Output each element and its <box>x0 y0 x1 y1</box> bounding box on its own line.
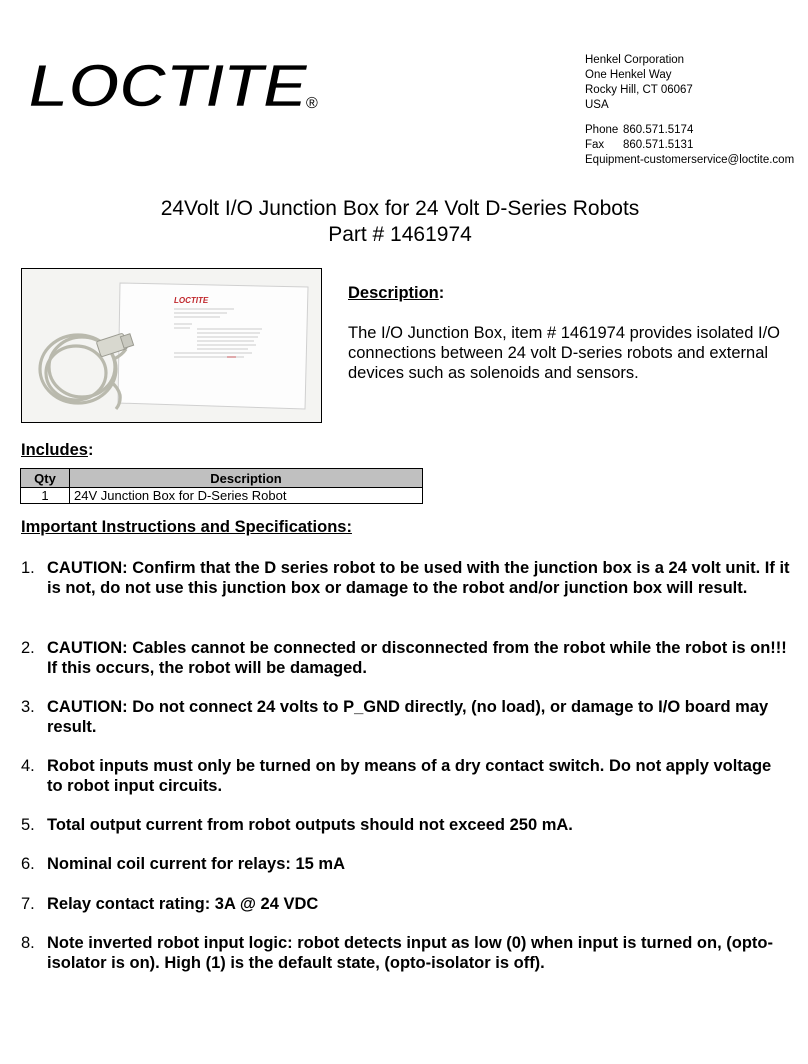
includes-heading: Includes: <box>21 441 94 459</box>
qty-column-header: Qty <box>21 469 70 488</box>
box-logo: LOCTITE <box>174 296 209 305</box>
product-photo <box>21 268 322 423</box>
instruction-item: 3. CAUTION: Do not connect 24 volts to P_GND directly, (no load), or damage to I/O board may result. <box>21 698 769 736</box>
company-address <box>585 53 794 168</box>
description-column-header: Description <box>70 469 423 488</box>
phone-label: Phone <box>585 124 619 136</box>
company-country: USA <box>585 99 609 111</box>
phone-number: 860.571.5174 <box>623 124 694 136</box>
part-number: Part # 1461974 <box>328 223 472 246</box>
company-street: One Henkel Way <box>585 69 672 81</box>
email-address[interactable]: Equipment-customerservice@loctite.com <box>585 154 795 166</box>
instruction-item: 4. Robot inputs must only be turned on by means of a dry contact switch. Do not apply voltage to robot input circuits. <box>21 757 772 795</box>
document-title: 24Volt I/O Junction Box for 24 Volt D-Series Robots <box>160 197 640 220</box>
table-row <box>21 488 423 504</box>
description-heading: Description: <box>348 284 445 302</box>
logo-wordmark: LOCTITE <box>28 52 309 116</box>
includes-table <box>20 468 423 504</box>
qty-cell: 1 <box>21 488 70 504</box>
registered-mark: ® <box>306 95 318 112</box>
table-header-row <box>21 469 423 488</box>
instruction-item: 8. Note inverted robot input logic: robot detects input as low (0) when input is turned on, (opto-isolator is on). High (1) is the default state, (opto-isolator is off). <box>21 934 773 972</box>
instruction-item: 5. Total output current from robot outputs should not exceed 250 mA. <box>21 816 573 834</box>
instruction-item: 1. CAUTION: Confirm that the D series robot to be used with the junction box is a 24 volt unit. If it is not, do not use this junction box or damage to the robot and/or junction box will result. <box>21 559 790 597</box>
company-name: Henkel Corporation <box>585 54 685 66</box>
instruction-item: 6. Nominal coil current for relays: 15 mA <box>21 855 346 873</box>
company-city: Rocky Hill, CT 06067 <box>585 84 693 96</box>
fax-number: 860.571.5131 <box>623 139 694 151</box>
phone-line <box>585 123 794 138</box>
fax-line <box>585 138 794 153</box>
fax-label: Fax <box>585 139 605 151</box>
loctite-logo <box>24 52 324 116</box>
instruction-item: 7. Relay contact rating: 3A @ 24 VDC <box>21 895 319 913</box>
instructions-heading: Important Instructions and Specifications: <box>21 518 352 536</box>
description-cell: 24V Junction Box for D-Series Robot <box>70 488 423 504</box>
description-body: The I/O Junction Box, item # 1461974 provides isolated I/O connections between 24 volt D-series robots and external devices such as solenoids and sensors. <box>348 324 780 382</box>
instruction-item: 2. CAUTION: Cables cannot be connected or disconnected from the robot while the robot is on!!! If this occurs, the robot will be damaged. <box>21 639 787 677</box>
